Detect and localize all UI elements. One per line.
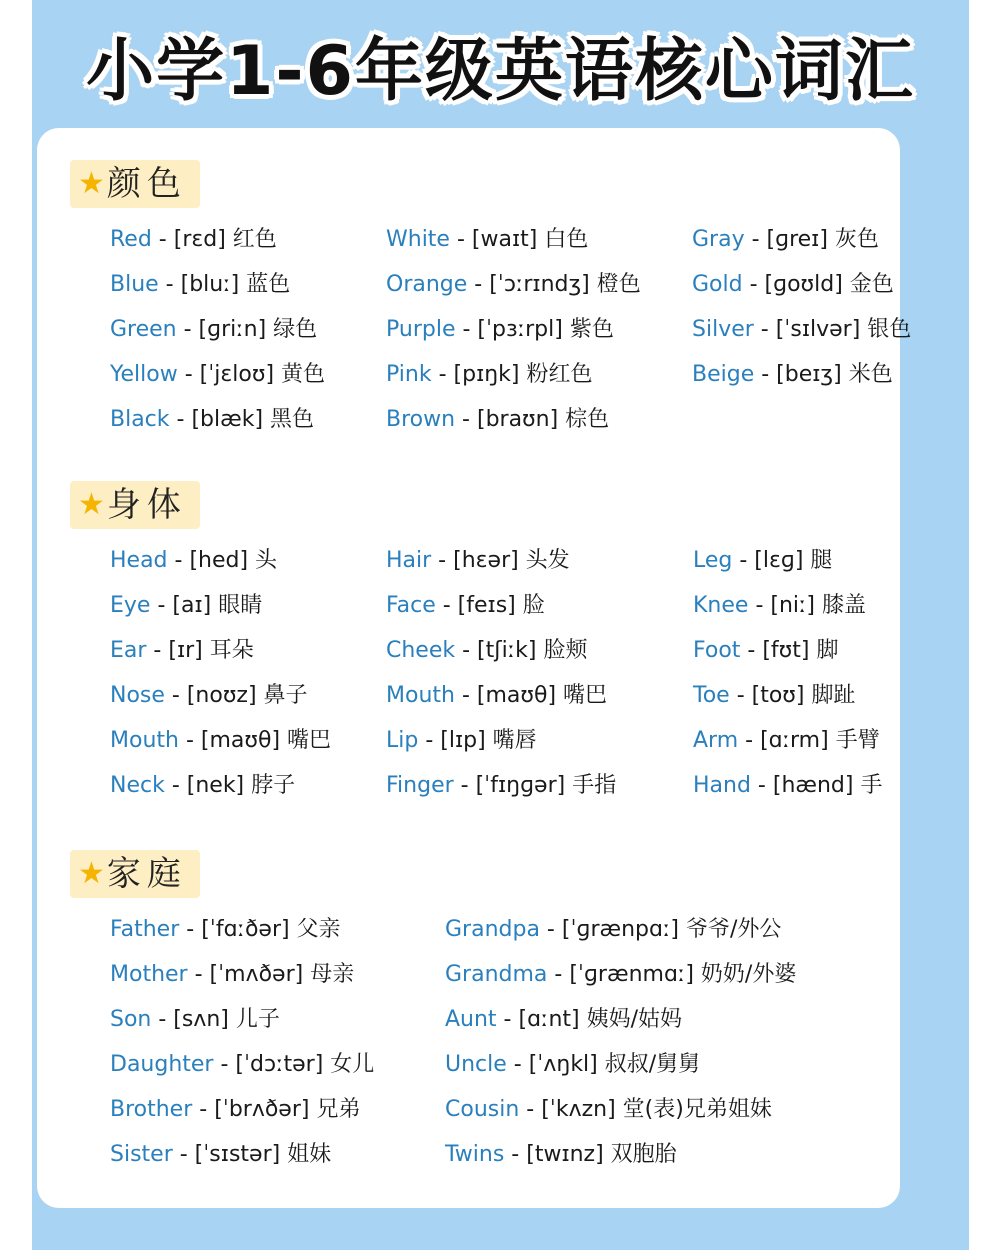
phonetic-meaning: - [ˈpɜːrpl] 紫色: [455, 317, 614, 342]
phonetic-meaning: - [fʊt] 脚: [740, 638, 839, 663]
vocab-entry: [110, 636, 254, 666]
phonetic-meaning: - [blæk] 黑色: [169, 407, 315, 432]
english-word: Aunt: [445, 1007, 497, 1032]
page-title: 小学1-6年级英语核心词汇: [86, 32, 915, 111]
english-word: Grandma: [445, 962, 548, 987]
vocab-entry: [692, 225, 879, 255]
vocab-entry: [693, 681, 855, 711]
english-word: Purple: [386, 317, 456, 342]
vocab-entry: [386, 546, 570, 576]
vocab-entry: [693, 591, 866, 621]
vocab-entry: [386, 636, 588, 666]
phonetic-meaning: - [tʃiːk] 脸颊: [455, 638, 588, 663]
english-word: Blue: [110, 272, 159, 297]
english-word: Brown: [386, 407, 456, 432]
vocab-entry: [386, 591, 545, 621]
phonetic-meaning: - [lɛɡ] 腿: [732, 548, 833, 573]
section-header-family: [70, 850, 200, 898]
star-icon: ★: [78, 856, 105, 891]
vocab-entry: [110, 405, 314, 435]
phonetic-meaning: - [ɡriːn] 绿色: [176, 317, 318, 342]
phonetic-meaning: - [ˈbrʌðər] 兄弟: [192, 1097, 361, 1122]
phonetic-meaning: - [bluː] 蓝色: [158, 272, 291, 297]
vocab-entry: [110, 726, 331, 756]
english-word: Twins: [445, 1142, 505, 1167]
english-word: Finger: [386, 773, 454, 798]
vocab-entry: [386, 726, 537, 756]
phonetic-meaning: - [ɡreɪ] 灰色: [744, 227, 879, 252]
english-word: Green: [110, 317, 177, 342]
phonetic-meaning: - [hed] 头: [167, 548, 278, 573]
phonetic-meaning: - [ˈmʌðər] 母亲: [187, 962, 355, 987]
phonetic-meaning: - [sʌn] 儿子: [151, 1007, 280, 1032]
english-word: Hand: [693, 773, 751, 798]
vocab-entry: [692, 270, 894, 300]
english-word: Son: [110, 1007, 152, 1032]
phonetic-meaning: - [twɪnz] 双胞胎: [504, 1142, 677, 1167]
english-word: Arm: [693, 728, 739, 753]
vocab-entry: [386, 771, 616, 801]
vocab-entry: [445, 960, 796, 990]
english-word: Black: [110, 407, 170, 432]
phonetic-meaning: - [ɡoʊld] 金色: [742, 272, 894, 297]
english-word: Mouth: [110, 728, 179, 753]
english-word: Red: [110, 227, 152, 252]
phonetic-meaning: - [noʊz] 鼻子: [164, 683, 308, 708]
phonetic-meaning: - [hænd] 手: [750, 773, 883, 798]
english-word: Toe: [693, 683, 730, 708]
section-title: 身体: [106, 485, 187, 525]
phonetic-meaning: - [ɑːrm] 手臂: [738, 728, 880, 753]
english-word: Brother: [110, 1097, 193, 1122]
english-word: Face: [386, 593, 436, 618]
phonetic-meaning: - [toʊ] 脚趾: [729, 683, 856, 708]
english-word: Foot: [693, 638, 741, 663]
phonetic-meaning: - [ˈdɔːtər] 女儿: [213, 1052, 375, 1077]
vocab-entry: [110, 225, 277, 255]
english-word: Eye: [110, 593, 151, 618]
vocab-entry: [110, 270, 290, 300]
phonetic-meaning: - [waɪt] 白色: [449, 227, 589, 252]
phonetic-meaning: - [pɪŋk] 粉红色: [431, 362, 593, 387]
english-word: Silver: [692, 317, 754, 342]
english-word: Orange: [386, 272, 468, 297]
english-word: Leg: [693, 548, 733, 573]
english-word: Gray: [692, 227, 745, 252]
phonetic-meaning: - [niː] 膝盖: [748, 593, 867, 618]
english-word: Head: [110, 548, 168, 573]
vocab-entry: [110, 315, 317, 345]
english-word: Knee: [693, 593, 749, 618]
vocab-entry: [693, 771, 882, 801]
english-word: Father: [110, 917, 180, 942]
phonetic-meaning: - [ˈfɪŋɡər] 手指: [453, 773, 617, 798]
vocab-entry: [110, 360, 325, 390]
star-icon: ★: [78, 487, 105, 522]
vocab-entry: [110, 960, 354, 990]
english-word: Mother: [110, 962, 188, 987]
english-word: Nose: [110, 683, 165, 708]
phonetic-meaning: - [ˈsɪlvər] 银色: [753, 317, 912, 342]
english-word: Gold: [692, 272, 743, 297]
phonetic-meaning: - [hɛər] 头发: [431, 548, 570, 573]
vocab-entry: [386, 405, 609, 435]
vocab-entry: [692, 360, 893, 390]
english-word: Beige: [692, 362, 755, 387]
vocab-entry: [386, 360, 593, 390]
section-header-body: [70, 481, 200, 529]
vocab-entry: [110, 1050, 374, 1080]
phonetic-meaning: - [maʊθ] 嘴巴: [454, 683, 608, 708]
star-icon: ★: [78, 166, 105, 201]
section-title: 颜色: [106, 164, 187, 204]
vocab-entry: [693, 546, 832, 576]
english-word: Cousin: [445, 1097, 520, 1122]
vocab-entry: [110, 546, 277, 576]
phonetic-meaning: - [ˈsɪstər] 姐妹: [172, 1142, 332, 1167]
phonetic-meaning: - [ˈʌŋkl] 叔叔/舅舅: [506, 1052, 701, 1077]
english-word: Cheek: [386, 638, 456, 663]
vocab-entry: [110, 915, 341, 945]
english-word: Pink: [386, 362, 432, 387]
english-word: Neck: [110, 773, 165, 798]
vocab-entry: [110, 1095, 360, 1125]
english-word: Grandpa: [445, 917, 540, 942]
english-word: White: [386, 227, 450, 252]
phonetic-meaning: - [ˈɔːrɪndʒ] 橙色: [467, 272, 641, 297]
vocab-entry: [692, 315, 911, 345]
english-word: Uncle: [445, 1052, 507, 1077]
vocab-entry: [386, 315, 614, 345]
phonetic-meaning: - [feɪs] 脸: [435, 593, 545, 618]
vocab-entry: [110, 1140, 331, 1170]
vocab-entry: [445, 1140, 677, 1170]
vocab-entry: [445, 1005, 682, 1035]
phonetic-meaning: - [ɑːnt] 姨妈/姑妈: [496, 1007, 683, 1032]
vocab-entry: [110, 681, 308, 711]
phonetic-meaning: - [maʊθ] 嘴巴: [178, 728, 332, 753]
vocab-entry: [386, 681, 607, 711]
english-word: Daughter: [110, 1052, 214, 1077]
phonetic-meaning: - [ˈɡrænmɑː] 奶奶/外婆: [547, 962, 797, 987]
english-word: Yellow: [110, 362, 178, 387]
vocab-entry: [110, 1005, 280, 1035]
phonetic-meaning: - [braʊn] 棕色: [455, 407, 610, 432]
phonetic-meaning: - [lɪp] 嘴唇: [418, 728, 537, 753]
phonetic-meaning: - [ˈfɑːðər] 父亲: [179, 917, 341, 942]
english-word: Ear: [110, 638, 147, 663]
phonetic-meaning: - [ˈjɛloʊ] 黄色: [177, 362, 326, 387]
section-header-colors: [70, 160, 200, 208]
vocab-entry: [445, 915, 781, 945]
vocab-entry: [693, 726, 880, 756]
phonetic-meaning: - [aɪ] 眼睛: [150, 593, 263, 618]
vocab-entry: [445, 1095, 772, 1125]
vocab-entry: [445, 1050, 700, 1080]
vocab-entry: [386, 225, 588, 255]
phonetic-meaning: - [rɛd] 红色: [151, 227, 277, 252]
phonetic-meaning: - [nek] 脖子: [164, 773, 296, 798]
phonetic-meaning: - [ˈɡrænpɑː] 爷爷/外公: [539, 917, 782, 942]
vocab-entry: [110, 591, 262, 621]
section-title: 家庭: [106, 854, 187, 894]
english-word: Hair: [386, 548, 432, 573]
vocab-entry: [386, 270, 641, 300]
vocab-entry: [110, 771, 295, 801]
phonetic-meaning: - [beɪʒ] 米色: [754, 362, 893, 387]
vocab-entry: [693, 636, 838, 666]
phonetic-meaning: - [ɪr] 耳朵: [146, 638, 254, 663]
phonetic-meaning: - [ˈkʌzn] 堂(表)兄弟姐妹: [519, 1097, 772, 1122]
english-word: Lip: [386, 728, 419, 753]
english-word: Sister: [110, 1142, 173, 1167]
english-word: Mouth: [386, 683, 455, 708]
